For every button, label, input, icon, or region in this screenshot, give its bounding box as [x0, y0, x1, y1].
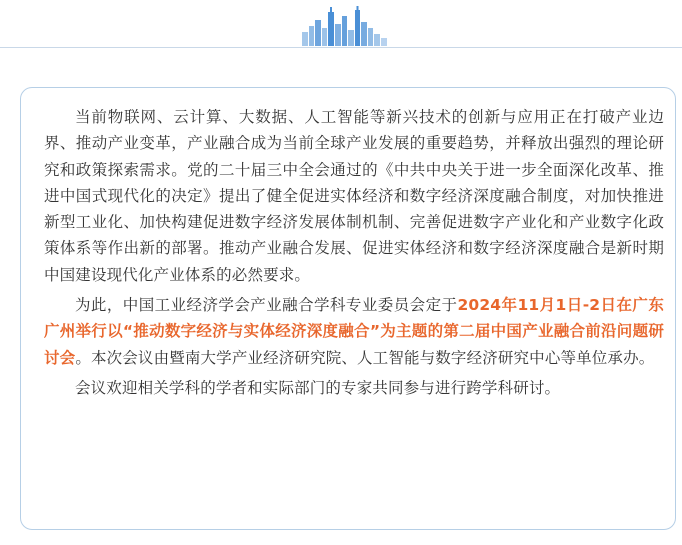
paragraph-intro: 当前物联网、云计算、大数据、人工智能等新兴技术的创新与应用正在打破产业边界、推动产业变革，产业融合成为当前全球产业发展的重要趋势，并释放出强烈的理论研究和政策探索需求。党的二十届三中全会通过的《中共中央关于进一步全面深化改革、推进中国式现代化的决定》提出了健全促进实体经济和数字经济深度融合制度，对加快推进新型工业化、加快构建促进数字经济发展体制机制、完善促进数字产业化和产业数字化政策体系等作出新的部署。推动产业融合发展、促进实体经济和数字经济深度融合是新时期中国建设现代化产业体系的必然要求。: [44, 108, 664, 284]
paragraph-announcement: [44, 292, 664, 371]
announcement-tail: 。本次会议由暨南大学产业经济研究院、人工智能与数字经济研究中心等单位承办。: [75, 348, 655, 367]
page-header: [0, 0, 682, 56]
paragraph-invitation: 会议欢迎相关学科的学者和实际部门的专家共同参与进行跨学科研讨。: [75, 378, 561, 397]
city-skyline-icon: [300, 6, 390, 46]
header-divider: [0, 47, 682, 48]
article-body: [44, 104, 664, 405]
announcement-lead: 为此，中国工业经济学会产业融合学科专业委员会定于: [75, 296, 458, 315]
announcement-highlight: 2024年11月1日-2日在广东广州举行以“推动数字经济与实体经济深度融合”为主题的第二届中国产业融合前沿问题研讨会: [44, 296, 664, 367]
